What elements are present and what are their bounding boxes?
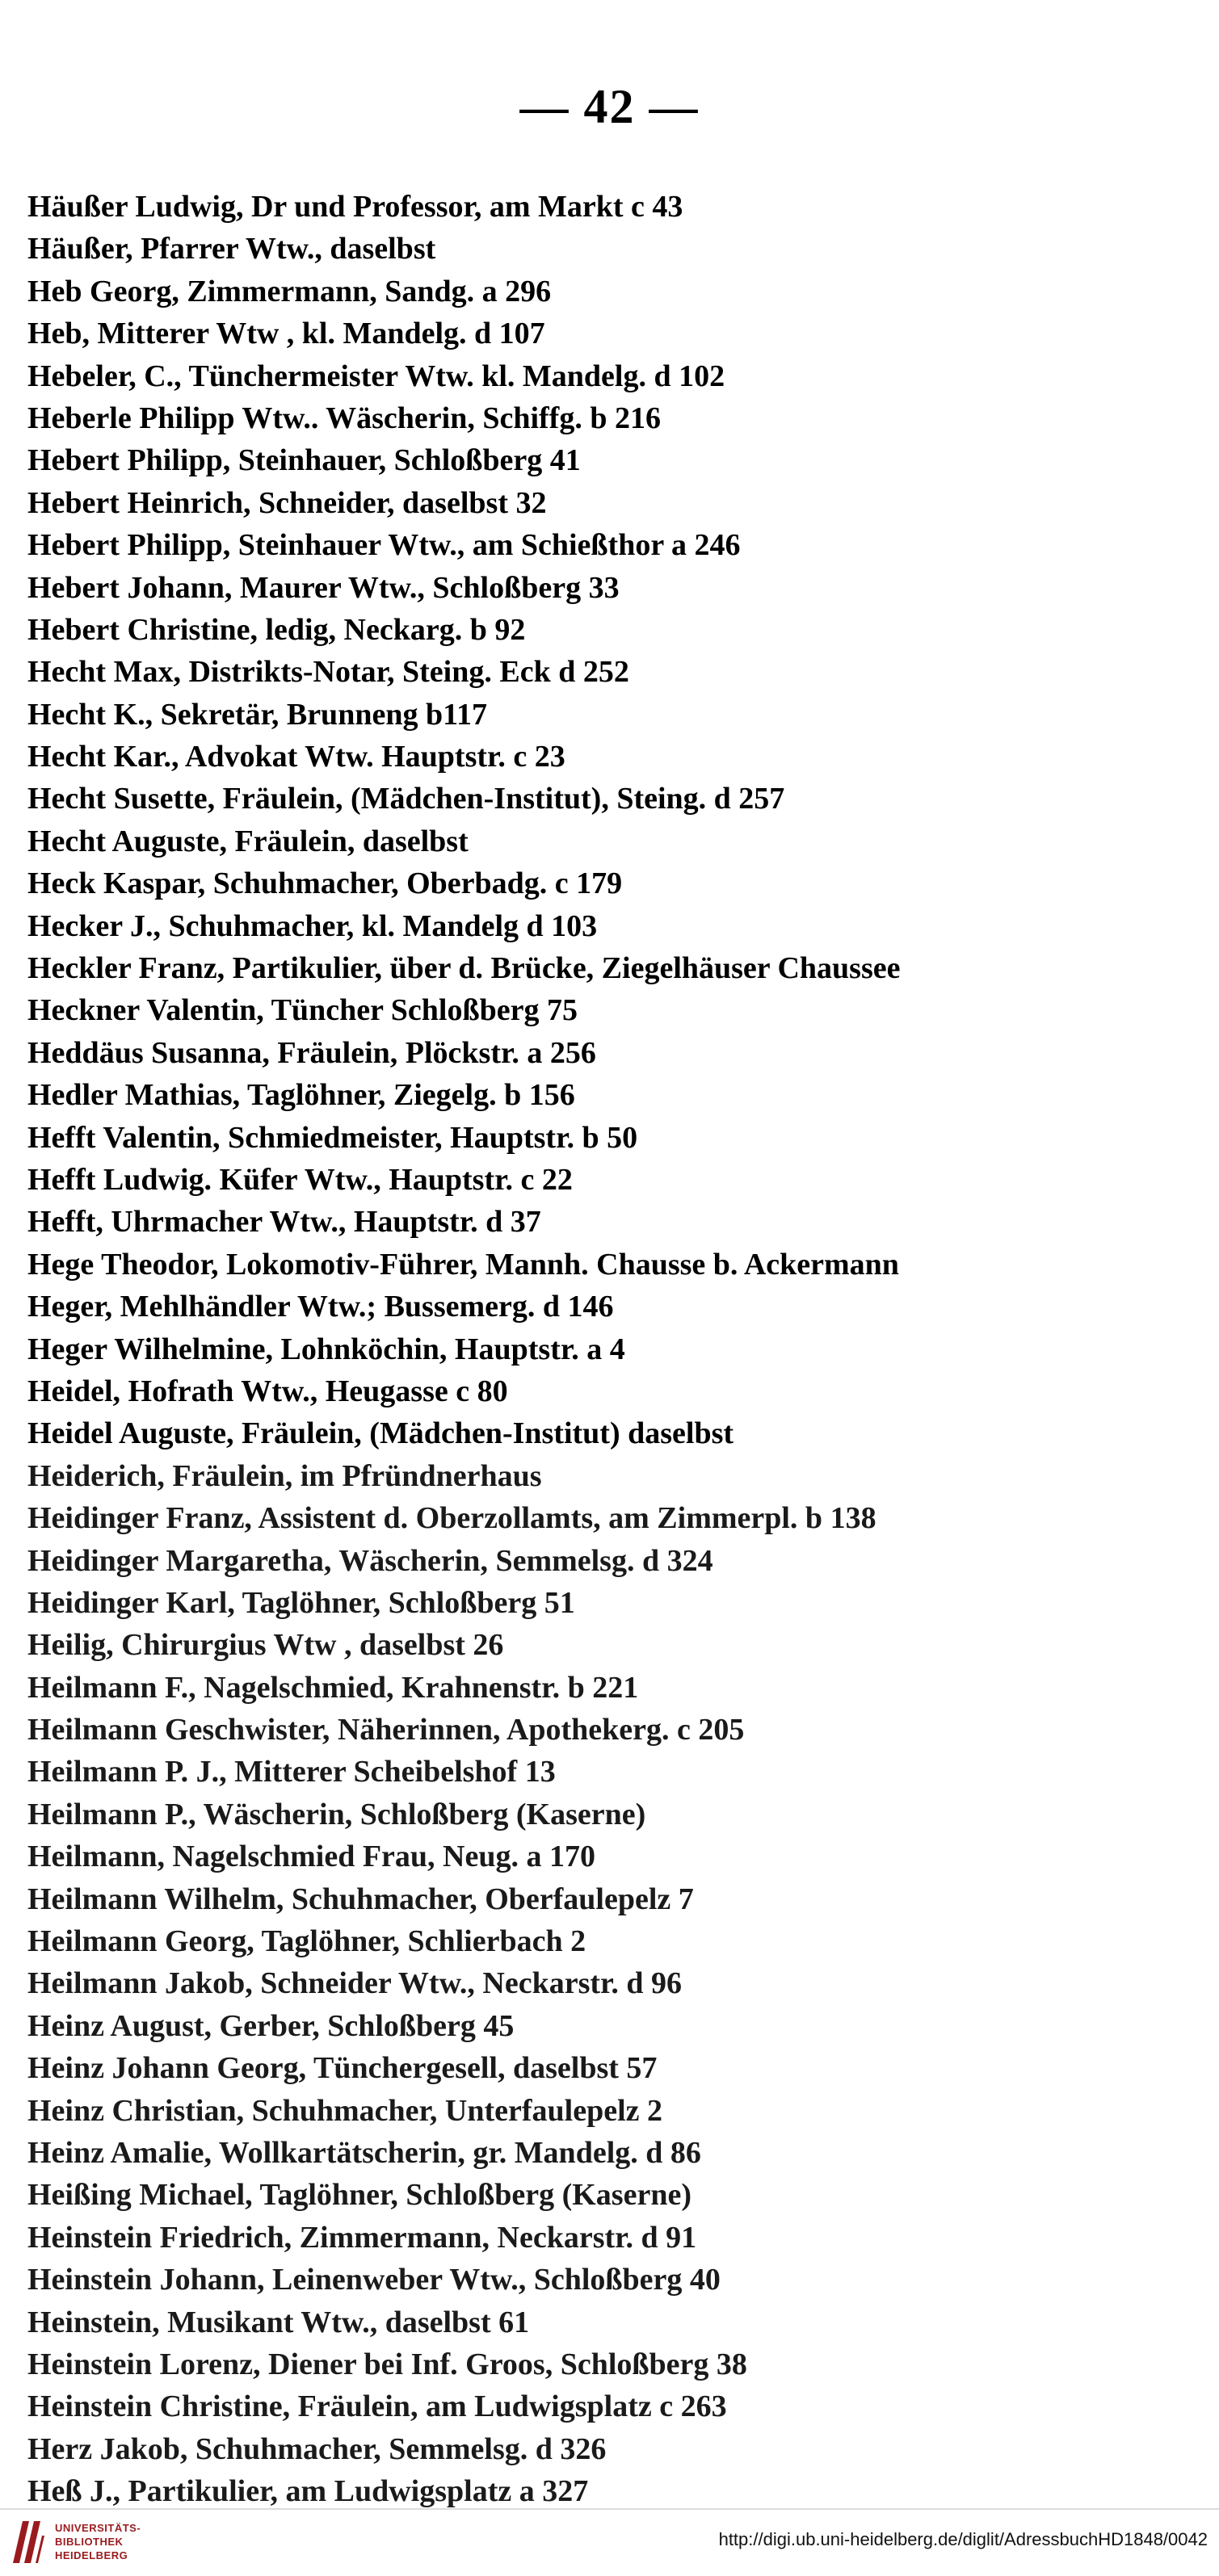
directory-entry: Heb, Mitterer Wtw , kl. Mandelg. d 107	[27, 317, 545, 351]
directory-entry: Heberle Philipp Wtw.. Wäscherin, Schiffg. b 216	[27, 401, 661, 435]
directory-entry: Heinz Amalie, Wollkartätscherin, gr. Mandelg. d 86	[27, 2135, 701, 2170]
directory-entry: Hecht K., Sekretär, Brunneng b117	[27, 697, 487, 732]
directory-entry: Hecht Susette, Fräulein, (Mädchen-Institut), Steing. d 257	[27, 782, 785, 816]
directory-entry: Hege Theodor, Lokomotiv-Führer, Mannh. Chausse b. Ackermann	[27, 1247, 899, 1282]
directory-entry: Heger Wilhelmine, Lohnköchin, Hauptstr. a 4	[27, 1332, 625, 1366]
directory-entry: Heddäus Susanna, Fräulein, Plöckstr. a 256	[27, 1035, 596, 1070]
directory-entry: Heck Kaspar, Schuhmacher, Oberbadg. c 179	[27, 866, 623, 901]
directory-entry: Heinstein Johann, Leinenweber Wtw., Schloßberg 40	[27, 2263, 721, 2297]
directory-entry: Hecht Kar., Advokat Wtw. Hauptstr. c 23	[27, 740, 565, 774]
directory-entry: Heilig, Chirurgius Wtw , daselbst 26	[27, 1628, 504, 1663]
logo-line-3: HEIDELBERG	[55, 2549, 128, 2561]
directory-entry: Heidinger Margaretha, Wäscherin, Semmelsg. d 324	[27, 1543, 713, 1578]
directory-entry: Hefft Ludwig. Küfer Wtw., Hauptstr. c 22	[27, 1162, 573, 1197]
directory-entry: Heckler Franz, Partikulier, über d. Brücke, Ziegelhäuser Chaussee	[27, 951, 901, 986]
directory-entry: Herz Jakob, Schuhmacher, Semmelsg. d 326	[27, 2431, 607, 2466]
directory-entry: Heinstein, Musikant Wtw., daselbst 61	[27, 2305, 530, 2339]
directory-entry: Heinstein Lorenz, Diener bei Inf. Groos, Schloßberg 38	[27, 2347, 747, 2381]
library-logo[interactable]	[11, 2518, 141, 2565]
directory-entry: Heiderich, Fräulein, im Pfründnerhaus	[27, 1458, 542, 1493]
directory-entry: Heinstein Friedrich, Zimmermann, Neckarstr. d 91	[27, 2220, 697, 2255]
page-number: — 42 —	[519, 80, 700, 133]
directory-entry: Hecker J., Schuhmacher, kl. Mandelg d 103	[27, 908, 598, 943]
footer-bar	[0, 2508, 1219, 2576]
library-logo-icon	[11, 2518, 45, 2565]
directory-entry: Heinstein Christine, Fräulein, am Ludwigsplatz c 263	[27, 2389, 727, 2424]
directory-entry: Heilmann, Nagelschmied Frau, Neug. a 170	[27, 1840, 595, 1874]
directory-entry: Heidel, Hofrath Wtw., Heugasse c 80	[27, 1374, 508, 1408]
directory-entry: Heckner Valentin, Tüncher Schloßberg 75	[27, 993, 578, 1028]
directory-entry: Hebert Philipp, Steinhauer Wtw., am Schießthor a 246	[27, 528, 741, 563]
directory-entry: Heilmann Wilhelm, Schuhmacher, Oberfaulepelz 7	[27, 1882, 694, 1916]
directory-entry: Heilmann P. J., Mitterer Scheibelshof 13	[27, 1755, 556, 1789]
directory-entry: Hebeler, C., Tünchermeister Wtw. kl. Mandelg. d 102	[27, 359, 725, 393]
directory-entry: Hecht Auguste, Fräulein, daselbst	[27, 824, 469, 858]
directory-entry: Heb Georg, Zimmermann, Sandg. a 296	[27, 274, 552, 308]
directory-entry: Heß J., Partikulier, am Ludwigsplatz a 327	[27, 2474, 589, 2509]
directory-entry: Heilmann Geschwister, Näherinnen, Apothekerg. c 205	[27, 1713, 745, 1747]
directory-entry: Häußer, Pfarrer Wtw., daselbst	[27, 232, 436, 266]
directory-entry: Heger, Mehlhändler Wtw.; Bussemerg. d 146	[27, 1290, 614, 1324]
directory-entry: Heinz Johann Georg, Tünchergesell, daselbst 57	[27, 2051, 658, 2086]
directory-entry: Heißing Michael, Taglöhner, Schloßberg (Kaserne)	[27, 2178, 691, 2213]
footer-divider	[0, 2508, 1219, 2510]
directory-entry: Hecht Max, Distrikts-Notar, Steing. Eck d 252	[27, 655, 629, 690]
directory-entry: Heilmann P., Wäscherin, Schloßberg (Kaserne)	[27, 1797, 646, 1831]
directory-entry: Hebert Christine, ledig, Neckarg. b 92	[27, 612, 526, 647]
logo-line-1: UNIVERSITÄTS-	[55, 2521, 141, 2534]
directory-entry: Hebert Philipp, Steinhauer, Schloßberg 41	[27, 443, 581, 478]
directory-entry: Heidinger Franz, Assistent d. Oberzollamts, am Zimmerpl. b 138	[27, 1501, 876, 1536]
directory-entry: Häußer Ludwig, Dr und Professor, am Markt c 43	[27, 190, 683, 224]
logo-line-2: BIBLIOTHEK	[55, 2535, 124, 2548]
page-url[interactable]: http://digi.ub.uni-heidelberg.de/diglit/AdressbuchHD1848/0042	[718, 2529, 1208, 2549]
directory-entry: Hebert Heinrich, Schneider, daselbst 32	[27, 485, 547, 520]
library-logo-text	[55, 2521, 141, 2562]
directory-entry: Hefft, Uhrmacher Wtw., Hauptstr. d 37	[27, 1205, 541, 1240]
directory-entry: Heidel Auguste, Fräulein, (Mädchen-Institut) daselbst	[27, 1416, 734, 1451]
directory-entry: Heilmann Georg, Taglöhner, Schlierbach 2	[27, 1924, 586, 1959]
directory-entry: Heidinger Karl, Taglöhner, Schloßberg 51	[27, 1585, 575, 1620]
directory-entry-list	[27, 186, 1215, 2512]
directory-entry: Heinz Christian, Schuhmacher, Unterfaulepelz 2	[27, 2093, 663, 2128]
directory-entry: Heinz August, Gerber, Schloßberg 45	[27, 2008, 515, 2043]
directory-entry: Heilmann Jakob, Schneider Wtw., Neckarstr. d 96	[27, 1966, 683, 2001]
directory-entry: Hedler Mathias, Taglöhner, Ziegelg. b 156	[27, 1078, 575, 1113]
directory-entry: Hebert Johann, Maurer Wtw., Schloßberg 33	[27, 570, 620, 605]
directory-entry: Hefft Valentin, Schmiedmeister, Hauptstr. b 50	[27, 1120, 638, 1155]
directory-entry: Heilmann F., Nagelschmied, Krahnenstr. b 221	[27, 1670, 639, 1705]
